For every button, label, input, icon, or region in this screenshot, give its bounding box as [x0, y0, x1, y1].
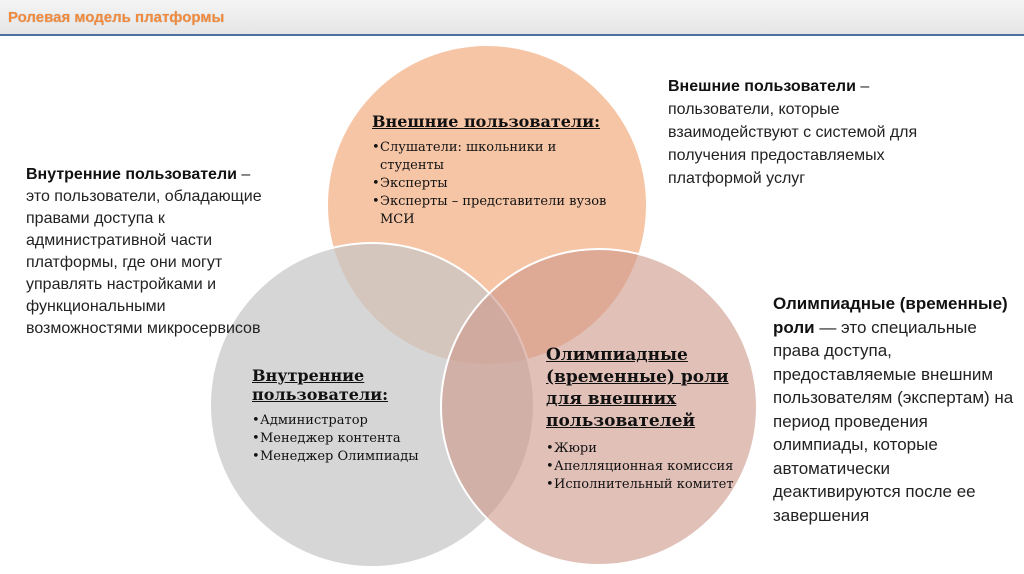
circle-olympiad-title: Олимпиадные (временные) роли для внешних пользователей [546, 345, 729, 431]
list-item: • Апелляционная комиссия [546, 458, 746, 476]
annotation-olympiad-term: Олимпиадные (временные) роли [773, 294, 1008, 337]
list-item: • Эксперты [372, 175, 612, 193]
list-item: • Исполнительный комитет [546, 476, 746, 494]
list-item: • Менеджер Олимпиады [252, 448, 432, 466]
annotation-internal-term: Внутренние пользователи [26, 166, 237, 183]
list-item: • Администратор [252, 412, 432, 430]
circle-internal-title: Внутренние пользователи: [252, 366, 389, 404]
annotation-olympiad [773, 292, 1018, 527]
annotation-external [668, 75, 918, 190]
list-item: • Слушатели: школьники и студенты [372, 139, 612, 175]
circle-external-content [372, 112, 612, 229]
circle-external-title: Внешние пользователи: [372, 112, 600, 131]
annotation-olympiad-text: — это специальные права доступа, предоставляемые внешним пользователям (экспертам) на период проведения олимпиады, которые автоматически деактивируются после ее завершения [773, 317, 1014, 525]
circle-internal-content [252, 366, 432, 466]
annotation-internal-text: – это пользователи, обладающие правами доступа к административной части платформы, где они могут управлять настройками и функциональными возможностями микросервисов [26, 166, 262, 337]
circle-olympiad-content [546, 344, 746, 494]
annotation-external-term: Внешние пользователи [668, 78, 856, 95]
list-item: • Жюри [546, 440, 746, 458]
list-item: • Менеджер контента [252, 430, 432, 448]
annotation-internal [26, 164, 271, 340]
page-title: Ролевая модель платформы [8, 9, 225, 26]
annotation-external-text: – пользователи, которые взаимодействуют с системой для получения предоставляемых платформой услуг [668, 78, 918, 187]
list-item: • Эксперты – представители вузов МСИ [372, 193, 612, 229]
